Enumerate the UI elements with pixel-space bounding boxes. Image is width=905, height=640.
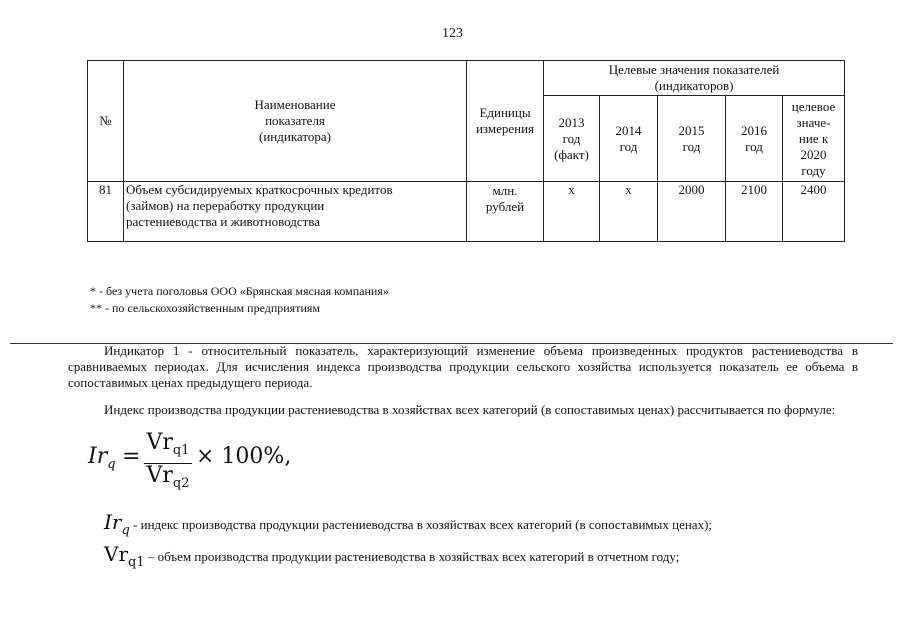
definition-vr: [104, 542, 712, 574]
row-value-2016: 2100: [726, 182, 783, 242]
formula-tail: × 100%,: [196, 444, 292, 469]
formula-numerator: $Vr_{q1}$: [144, 432, 192, 464]
footnotes: [90, 283, 389, 317]
header-name: Наименование показателя (индикатора): [124, 61, 467, 182]
footnote-2: ** - по сельскохозяйственным предприятиям: [90, 301, 320, 315]
header-targets-group: Целевые значения показателей (индикаторов): [544, 61, 845, 96]
formula-fraction: [144, 432, 192, 495]
header-year-2015: 2015 год: [658, 96, 726, 182]
header-num: №: [88, 61, 124, 182]
formula-equals: =: [122, 444, 141, 469]
paragraph-indicator-1: Индикатор 1 - относительный показатель, характеризующий изменение объема произведенных продуктов растениеводства в сравниваемых периодах. Для исчисления индекса производства продукции сельского хозяйства используется показатель ее объема в сопоставимых ценах предыдущего периода.: [68, 343, 858, 390]
row-num: 81: [88, 182, 124, 242]
definition-symbol: $Vr_{q1}$: [104, 542, 145, 570]
row-name: Объем субсидируемых краткосрочных кредитов (займов) на переработку продукции растениеводства и животноводства: [124, 182, 467, 242]
definitions: [104, 510, 712, 574]
header-units: Единицы измерения: [467, 61, 544, 182]
header-year-2014: 2014 год: [600, 96, 658, 182]
definition-text: – объем производства продукции растениеводства в хозяйствах всех категорий в отчетном году;: [144, 549, 680, 564]
formula-lhs: $Ir_q$: [88, 444, 116, 472]
indicators-table: [87, 60, 845, 242]
row-value-2015: 2000: [658, 182, 726, 242]
definition-text: - индекс производства продукции растениеводства в хозяйствах всех категорий (в сопоставимых ценах);: [129, 517, 713, 532]
definition-symbol: $Ir_q$: [104, 510, 130, 538]
header-target-2020: целевое значе- ние к 2020 году: [783, 96, 845, 182]
formula-denominator: $Vr_{q2}$: [146, 463, 190, 491]
header-year-2013: 2013 год (факт): [544, 96, 600, 182]
header-year-2016: 2016 год: [726, 96, 783, 182]
page-number: 123: [442, 26, 463, 41]
row-value-2013: x: [544, 182, 600, 242]
footnote-1: * - без учета поголовья ООО «Брянская мясная компания»: [90, 284, 389, 298]
row-value-2014: x: [600, 182, 658, 242]
paragraph-index-formula-intro: Индекс производства продукции растениеводства в хозяйствах всех категорий (в сопоставимых ценах) рассчитывается по формуле:: [104, 402, 836, 417]
definition-ir: [104, 510, 712, 542]
table-row: [88, 182, 845, 242]
row-units: млн. рублей: [467, 182, 544, 242]
row-value-2020: 2400: [783, 182, 845, 242]
